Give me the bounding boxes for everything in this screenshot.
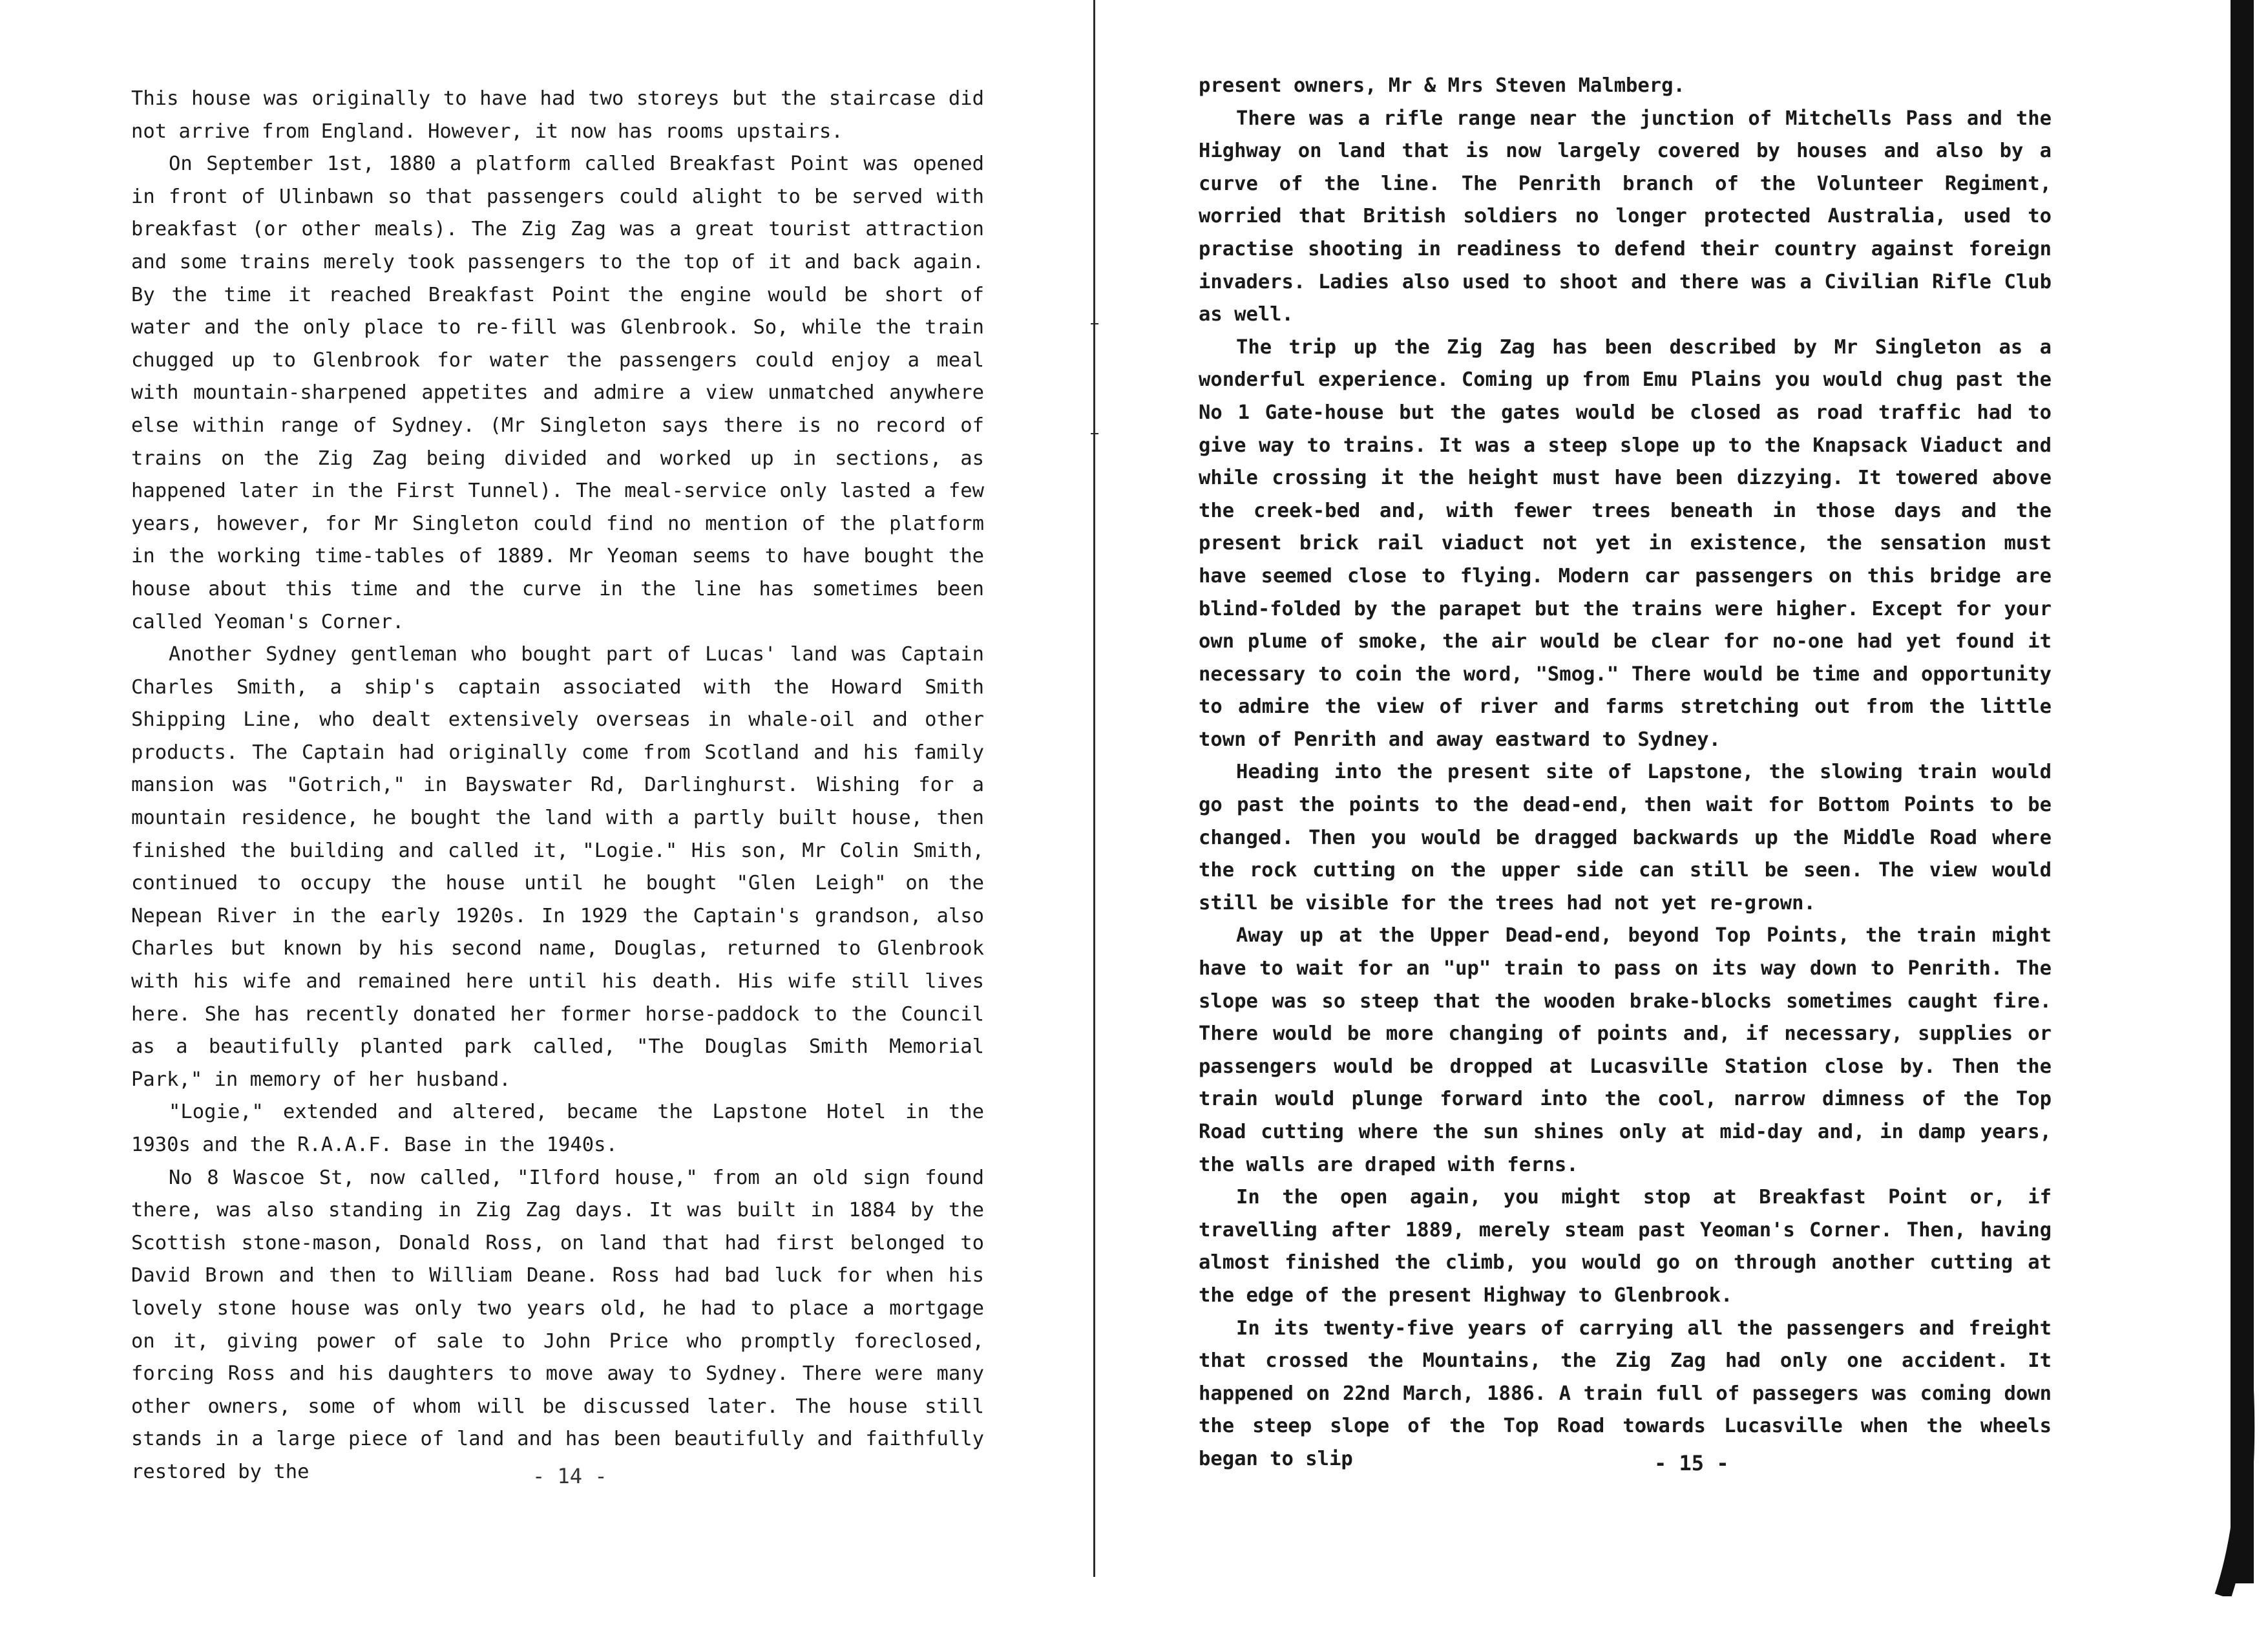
paragraph: On September 1st, 1880 a platform called Breakfast Point was opened in front of Ulinbawn so that passengers could alight to be served with breakfast (or other meals). The Zig Zag was a great tourist attraction and some trains merely took passengers to the top of it and back again. By the time it reached Breakfast Point the engine would be short of water and the only place to re-fill was Glenbrook. So, while the train chugged up to Glenbrook for water the passengers could enjoy a meal with mountain-sharpened appetites and admire a view unmatched anywhere else within range of Sydney. (Mr Singleton says there is no record of trains on the Zig Zag being divided and worked up in sections, as happened later in the First Tunnel). The meal-service only lasted a few years, however, for Mr Singleton could find no mention of the platform in the working time-tables of 1889. Mr Yeoman seems to have bought the house about this time and the curve in the line has sometimes been called Yeoman's Corner.	[131, 153, 984, 633]
paragraph: This house was originally to have had two storeys but the staircase did not arrive from England. However, it now has rooms upstairs.	[131, 87, 984, 143]
right-page	[1199, 70, 2052, 1476]
paragraph: present owners, Mr & Mrs Steven Malmberg.	[1199, 74, 1685, 97]
page-edge-curl	[2184, 1389, 2255, 1596]
paragraph: There was a rifle range near the junction of Mitchells Pass and the Highway on land that is now largely covered by houses and also by a curve of the line. The Penrith branch of the Volunteer Regiment, worried that British soldiers no longer protected Australia, used to practise shooting in readiness to defend their country against foreign invaders. Ladies also used to shoot and there was a Civilian Rifle Club as well.	[1199, 107, 2052, 326]
gutter-mark	[1091, 323, 1098, 324]
paragraph: "Logie," extended and altered, became the Lapstone Hotel in the 1930s and the R.A.A.F. Base in the 1940s.	[131, 1101, 984, 1156]
paragraph: The trip up the Zig Zag has been described by Mr Singleton as a wonderful experience. Coming up from Emu Plains you would chug past the No 1 Gate-house but the gates would be closed as road traffic had to give way to trains. It was a steep slope up to the Knapsack Viaduct and while crossing it the height must have been dizzying. It towered above the creek-bed and, with fewer trees beneath in those days and the present brick rail viaduct not yet in existence, the sensation must have seemed close to flying. Modern car passengers on this bridge are blind-folded by the parapet but the trains were higher. Except for your own plume of smoke, the air would be clear for no-one had yet found it necessary to coin the word, "Smog." There would be time and opportunity to admire the view of river and farms stretching out from the little town of Penrith and away eastward to Sydney.	[1199, 335, 2052, 751]
paragraph: No 8 Wascoe St, now called, "Ilford house," from an old sign found there, was also standing in Zig Zag days. It was built in 1884 by the Scottish stone-mason, Donald Ross, on land that had first belonged to David Brown and then to William Deane. Ross had bad luck for when his lovely stone house was only two years old, he had to place a mortgage on it, giving power of sale to John Price who promptly foreclosed, forcing Ross and his daughters to move away to Sydney. There were many other owners, some of whom will be discussed later. The house still stands in a large piece of land and has been beautifully and faithfully restored by the	[131, 1166, 984, 1483]
page-number: - 14 -	[532, 1464, 607, 1488]
page-edge-shadow	[2231, 0, 2254, 1583]
paragraph: Away up at the Upper Dead-end, beyond Top Points, the train might have to wait for an "up" train to pass on its way down to Penrith. The slope was so steep that the wooden brake-blocks sometimes caught fire. There would be more changing of points and, if necessary, supplies or passengers would be dropped at Lucasville Station close by. Then the train would plunge forward into the cool, narrow dimness of the Top Road cutting where the sun shines only at mid-day and, in damp years, the walls are draped with ferns.	[1199, 924, 2052, 1176]
paragraph: In the open again, you might stop at Breakfast Point or, if travelling after 1889, merely steam past Yeoman's Corner. Then, having almost finished the climb, you would go on through another cutting at the edge of the present Highway to Glenbrook.	[1199, 1186, 2052, 1307]
paragraph: Heading into the present site of Lapstone, the slowing train would go past the points to the dead-end, then wait for Bottom Points to be changed. Then you would be dragged backwards up the Middle Road where the rock cutting on the upper side can still be seen. The view would still be visible for the trees had not yet re-grown.	[1199, 761, 2052, 914]
paragraph: Another Sydney gentleman who bought part of Lucas' land was Captain Charles Smith, a ship's captain associated with the Howard Smith Shipping Line, who dealt extensively overseas in whale-oil and other products. The Captain had originally come from Scotland and his family mansion was "Gotrich," in Bayswater Rd, Darlinghurst. Wishing for a mountain residence, he bought the land with a partly built house, then finished the building and called it, "Logie." His son, Mr Colin Smith, continued to occupy the house until he bought "Glen Leigh" on the Nepean River in the early 1920s. In 1929 the Captain's grandson, also Charles but known by his second name, Douglas, returned to Glenbrook with his wife and remained here until his death. His wife still lives here. She has recently donated her former horse-paddock to the Council as a beautifully planted park called, "The Douglas Smith Memorial Park," in memory of her husband.	[131, 643, 984, 1091]
book-gutter	[1093, 0, 1095, 1577]
left-page	[131, 83, 984, 1489]
paragraph: In its twenty-five years of carrying all the passengers and freight that crossed the Mountains, the Zig Zag had only one accident. It happened on 22nd March, 1886. A train full of passegers was coming down the steep slope of the Top Road towards Lucasville when the wheels began to slip	[1199, 1316, 2052, 1470]
gutter-mark	[1091, 433, 1098, 434]
page-number: - 15 -	[1654, 1451, 1729, 1475]
